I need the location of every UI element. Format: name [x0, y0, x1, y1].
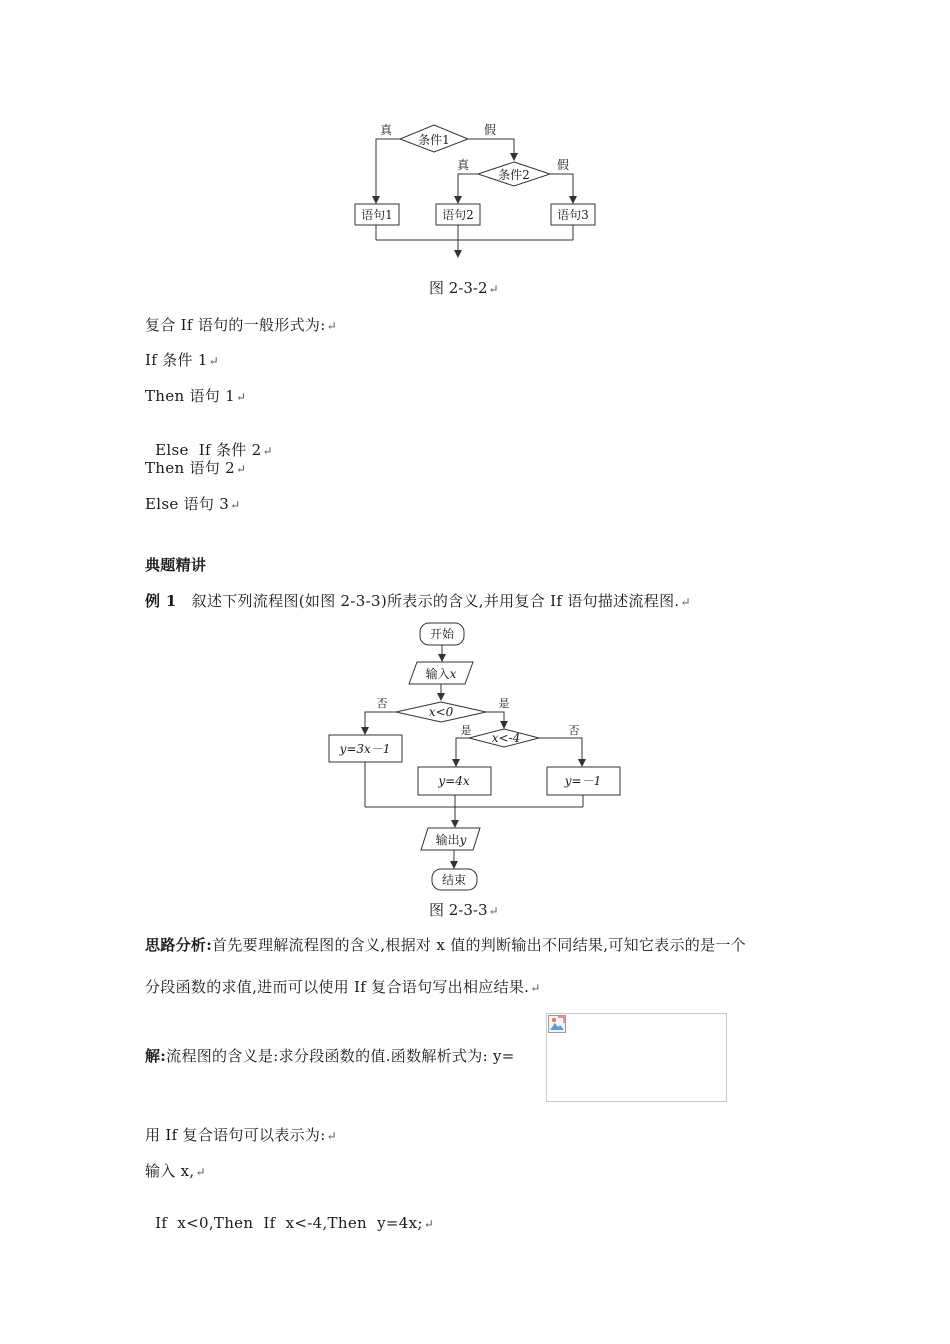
code1-line-3: [145, 421, 273, 460]
solution-line: [145, 1045, 515, 1066]
analysis-line-1: [145, 934, 746, 955]
code2-intro-text: 用 If 复合语句可以表示为:: [145, 1126, 326, 1144]
condition2-label: 条件2: [498, 168, 530, 182]
paragraph-mark-icon: ↵: [488, 904, 499, 918]
false-label-2: 假: [556, 158, 570, 172]
statement2-label: 语句2: [442, 208, 474, 222]
yes-label-1: 是: [498, 697, 510, 710]
figure-caption-2-3-3: [429, 899, 499, 920]
paragraph-mark-icon: ↵: [326, 319, 337, 333]
start-label: 开始: [429, 627, 455, 641]
analysis-text-1: 首先要理解流程图的含义,根据对 x 值的判断输出不同结果,可知它表示的是一个: [212, 936, 746, 954]
box-y-3x-1-label: y=3x－1: [339, 742, 391, 756]
code1-text-4: Then 语句 2: [145, 459, 235, 477]
code1-line-2: [145, 385, 246, 406]
section-title: 典题精讲: [145, 556, 207, 574]
paragraph-mark-icon: ↵: [488, 282, 499, 296]
paragraph-mark-icon: ↵: [195, 1165, 206, 1179]
figure-caption-2-3-2: [429, 277, 499, 298]
caption-text: 图 2-3-3: [429, 901, 488, 919]
solution-text: 流程图的含义是:求分段函数的值.函数解析式为: y=: [166, 1047, 515, 1065]
code1-text-2: Then 语句 1: [145, 387, 235, 405]
analysis-text-2: 分段函数的求值,进而可以使用 If 复合语句写出相应结果.: [145, 978, 530, 996]
code1-text-3: Else If 条件 2: [155, 441, 262, 459]
paragraph-mark-icon: ↵: [235, 462, 247, 476]
missing-formula-image: [546, 1013, 727, 1102]
example-text: 叙述下列流程图(如图 2-3-3)所表示的含义,并用复合 If 语句描述流程图.: [191, 592, 680, 610]
intro-text: 复合 If 语句的一般形式为:: [145, 316, 326, 334]
code2-line-2: [145, 1196, 434, 1232]
caption-text: 图 2-3-2: [429, 279, 488, 297]
code1-line-4: [145, 457, 246, 478]
solution-label: 解:: [145, 1047, 167, 1065]
statement3-label: 语句3: [557, 208, 589, 222]
paragraph-mark-icon: ↵: [230, 498, 241, 512]
paragraph-mark-icon: ↵: [262, 444, 273, 458]
paragraph-mark-icon: ↵: [326, 1129, 337, 1143]
code1-text-1: If 条件 1: [145, 351, 208, 369]
condition-x-lt-neg4-label: x<-4: [491, 731, 521, 745]
paragraph-mark-icon: ↵: [423, 1217, 435, 1231]
box-y-4x-label: y=4x: [438, 774, 470, 788]
false-label-1: 假: [483, 123, 497, 137]
no-label-2: 否: [568, 724, 580, 737]
analysis-label: 思路分析:: [145, 936, 213, 954]
code2-text-1: 输入 x,: [145, 1162, 195, 1180]
flowchart-fig-2-3-2: [340, 115, 620, 265]
input-text: 输入x: [425, 667, 457, 681]
code1-text-5: Else 语句 3: [145, 495, 230, 513]
condition-x-lt-0-label: x<0: [428, 705, 454, 719]
example-label: 例 1: [145, 592, 177, 610]
example-line: [145, 590, 691, 611]
code1-line-5: [145, 493, 240, 514]
paragraph-mark-icon: ↵: [680, 595, 691, 609]
broken-image-icon: [548, 1015, 566, 1033]
yes-label-2: 是: [460, 724, 472, 737]
output-text: 输出y: [435, 833, 467, 847]
end-label: 结束: [441, 873, 467, 887]
analysis-line-2: [145, 976, 541, 997]
code1-line-1: [145, 349, 219, 370]
paragraph-mark-icon: ↵: [235, 390, 247, 404]
true-label-1: 真: [379, 123, 393, 137]
flowchart-fig-2-3-3: [320, 618, 630, 894]
intro-line: [145, 314, 337, 335]
box-y-neg1-label: y=－1: [564, 774, 602, 788]
code2-line-1: [145, 1160, 206, 1181]
code2-intro-line: [145, 1124, 337, 1145]
no-label-1: 否: [376, 697, 388, 710]
paragraph-mark-icon: ↵: [208, 354, 220, 368]
statement1-label: 语句1: [361, 208, 393, 222]
true-label-2: 真: [456, 158, 470, 172]
condition1-label: 条件1: [418, 133, 450, 147]
code2-text-2: If x<0,Then If x<-4,Then y=4x;: [155, 1214, 423, 1232]
paragraph-mark-icon: ↵: [530, 981, 541, 995]
